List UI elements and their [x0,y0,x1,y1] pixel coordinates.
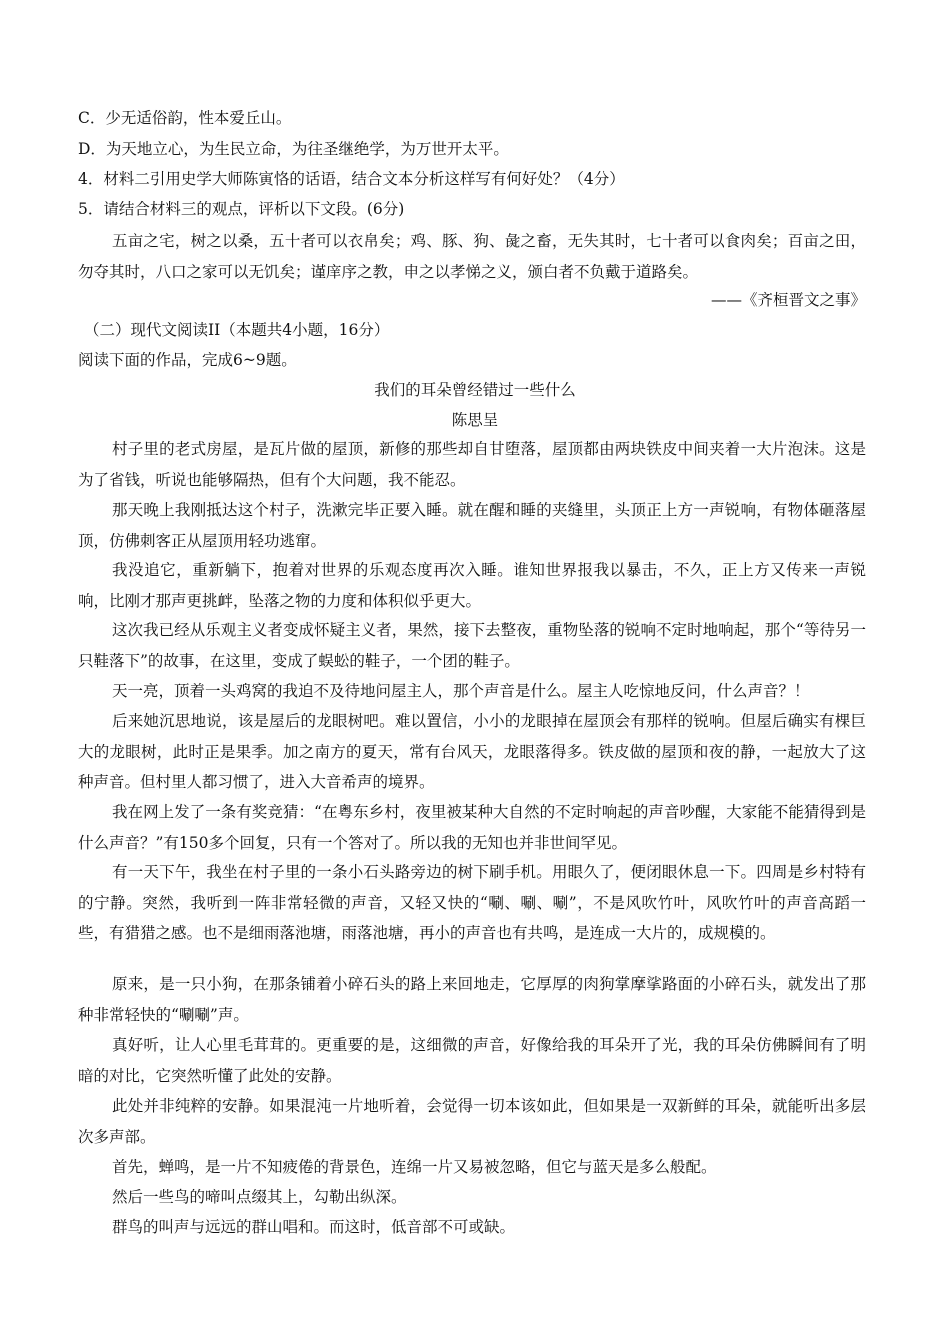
paragraph: 我在网上发了一条有奖竞猜：“在粤东乡村，夜里被某种大自然的不定时响起的声音吵醒，大家能不能猜得到是什么声音？”有150多个回复，只有一个答对了。所以我的无知也并非世间罕见。 [78,803,866,852]
option-c: C．少无适俗韵，性本爱丘山。 [78,109,292,127]
question-4: 4．材料二引用史学大师陈寅恪的话语，结合文本分析这样写有何好处？（4分） [78,170,625,188]
classical-quote: 五亩之宅，树之以桑，五十者可以衣帛矣；鸡、豚、狗、彘之畜，无失其时，七十者可以食肉矣；百亩之田，勿夺其时，八口之家可以无饥矣；谨庠序之教，申之以孝悌之义，颁白者不负戴于道路矣。 [78,232,866,281]
section-instruction: 阅读下面的作品，完成6~9题。 [78,351,297,369]
paragraph: 有一天下午，我坐在村子里的一条小石头路旁边的树下刷手机。用眼久了，便闭眼休息一下。四周是乡村特有的宁静。突然，我听到一阵非常轻微的声音，又轻又快的“唰、唰、唰”，不是风吹竹叶，风吹竹叶的声音高蹈一些，有猎猎之感。也不是细雨落池塘，雨落池塘，再小的声音也有共鸣，是连成一大片的，成规模的。 [78,863,866,942]
paragraph: 这次我已经从乐观主义者变成怀疑主义者，果然，接下去整夜，重物坠落的锐响不定时地响起，那个“等待另一只鞋落下”的故事，在这里，变成了蜈蚣的鞋子，一个团的鞋子。 [78,621,866,670]
paragraph: 然后一些鸟的啼叫点缀其上，勾勒出纵深。 [112,1188,407,1206]
article-title: 我们的耳朵曾经错过一些什么 [374,381,576,399]
article-author: 陈思呈 [451,411,499,429]
paragraph: 天一亮，顶着一头鸡窝的我迫不及待地问屋主人，那个声音是什么。屋主人吃惊地反问，什么声音？！ [112,682,810,700]
paragraph: 那天晚上我刚抵达这个村子，洗漱完毕正要入睡。就在醒和睡的夹缝里，头顶正上方一声锐响，有物体砸落屋顶，仿佛刺客正从屋顶用轻功逃窜。 [78,501,866,550]
paragraph: 村子里的老式房屋，是瓦片做的屋顶，新修的那些却自甘堕落，屋顶都由两块铁皮中间夹着一大片泡沫。这是为了省钱，听说也能够隔热，但有个大问题，我不能忍。 [78,440,866,489]
paragraph: 后来她沉思地说，该是屋后的龙眼树吧。难以置信，小小的龙眼掉在屋顶会有那样的锐响。但屋后确实有棵巨大的龙眼树，此时正是果季。加之南方的夏天，常有台风天，龙眼落得多。铁皮做的屋顶和夜的静，一起放大了这种声音。但村里人都习惯了，进入大音希声的境界。 [78,712,866,791]
paragraph: 首先，蝉鸣，是一片不知疲倦的背景色，连绵一片又易被忽略，但它与蓝天是多么般配。 [112,1158,717,1176]
paragraph: 真好听，让人心里毛茸茸的。更重要的是，这细微的声音，好像给我的耳朵开了光，我的耳朵仿佛瞬间有了明暗的对比，它突然听懂了此处的安静。 [78,1036,866,1085]
paragraph: 群鸟的叫声与远远的群山唱和。而这时，低音部不可或缺。 [112,1218,516,1236]
section-heading: （二）现代文阅读II（本题共4小题，16分） [84,321,390,339]
question-5: 5．请结合材料三的观点，评析以下文段。(6分) [78,200,405,218]
paragraph: 原来，是一只小狗，在那条铺着小碎石头的路上来回地走，它厚厚的肉狗掌摩挲路面的小碎石头，就发出了那种非常轻快的“唰唰”声。 [78,975,866,1024]
paragraph: 我没追它，重新躺下，抱着对世界的乐观态度再次入睡。谁知世界报我以暴击，不久，正上方又传来一声锐响，比刚才那声更挑衅，坠落之物的力度和体积似乎更大。 [78,561,866,610]
quote-source: ——《齐桓晋文之事》 [710,291,866,309]
option-d: D．为天地立心，为生民立命，为往圣继绝学，为万世开太平。 [78,140,509,158]
paragraph: 此处并非纯粹的安静。如果混沌一片地听着，会觉得一切本该如此，但如果是一双新鲜的耳朵，就能听出多层次多声部。 [78,1097,866,1146]
